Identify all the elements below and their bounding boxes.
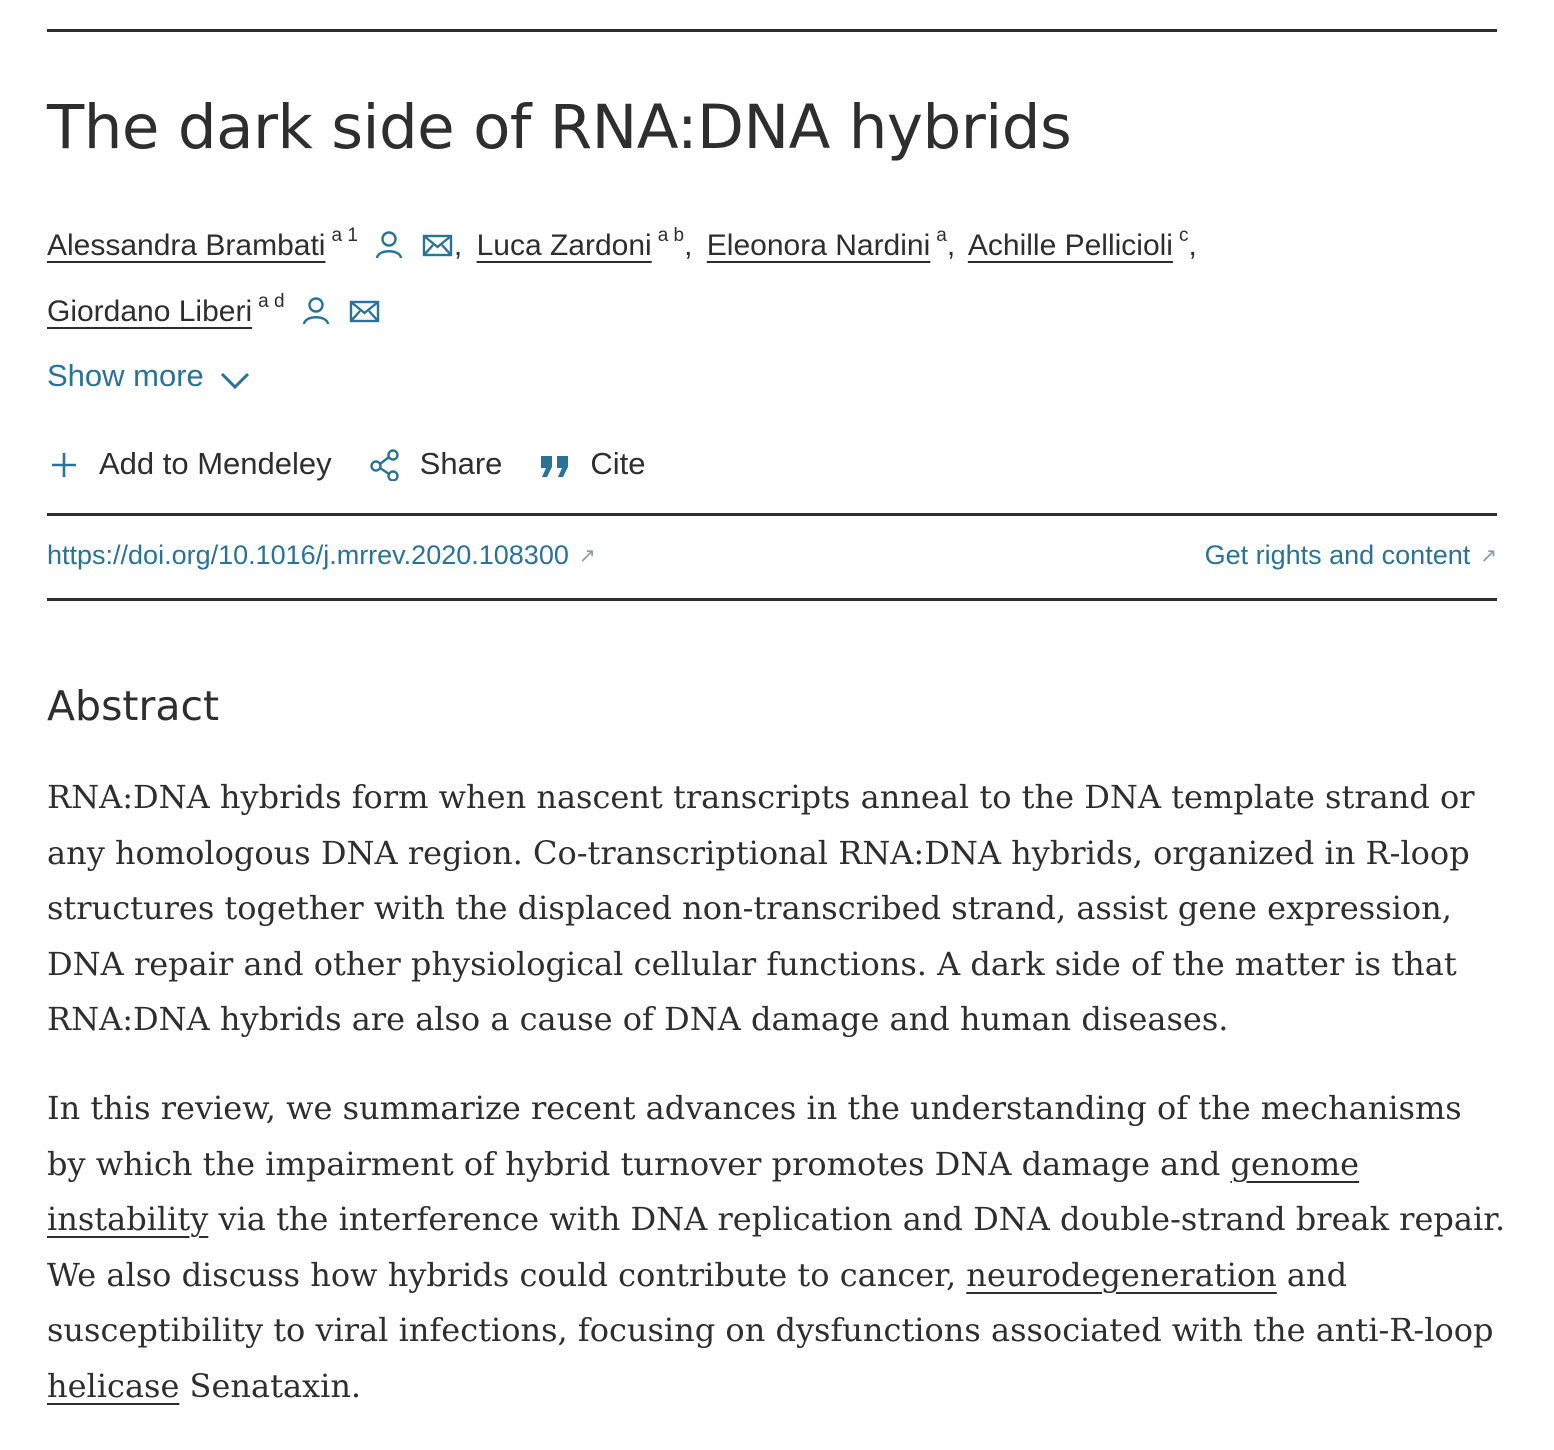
article-actions	[47, 440, 682, 488]
doi-text: https://doi.org/10.1016/j.mrrev.2020.108300	[47, 540, 569, 570]
author-affiliation-sup: a	[936, 225, 947, 246]
author-name[interactable]: Luca Zardoni	[476, 229, 652, 262]
envelope-icon[interactable]	[420, 224, 454, 258]
abstract-heading: Abstract	[47, 682, 220, 730]
get-rights-link[interactable]	[1205, 533, 1497, 578]
author-affiliation-sup: c	[1178, 225, 1189, 246]
link-row	[47, 533, 1497, 577]
quote-icon	[538, 447, 572, 481]
term-link-helicase[interactable]: helicase	[47, 1366, 180, 1405]
abstract-text: and susceptibility to viral infections, focusing on dysfunctions associated with the anti-R-loop	[47, 1255, 1494, 1349]
author-name[interactable]: Giordano Liberi	[47, 295, 253, 328]
author-affiliation-sup: a d	[258, 291, 285, 312]
person-icon[interactable]	[299, 290, 333, 324]
doi-link[interactable]	[47, 533, 596, 578]
abstract-text: Senataxin.	[179, 1366, 362, 1405]
person-icon[interactable]	[372, 224, 406, 258]
author-affiliation-sup: a 1	[331, 225, 358, 246]
term-link-neurodegeneration[interactable]: neurodegeneration	[966, 1255, 1277, 1294]
cite-label: Cite	[590, 446, 646, 481]
author-item[interactable]	[47, 291, 285, 328]
abstract-text: In this review, we summarize recent advances in the understanding of the mechanisms by which the impairment of hybrid turnover promotes DNA damage and	[47, 1089, 1462, 1183]
add-to-mendeley-button[interactable]	[47, 440, 332, 488]
envelope-icon[interactable]	[347, 290, 381, 324]
plus-icon	[47, 447, 81, 481]
author-item[interactable]	[476, 225, 685, 262]
author-item[interactable]	[47, 225, 358, 262]
top-divider	[47, 29, 1497, 32]
author-item[interactable]	[967, 225, 1189, 262]
meta-bottom-divider	[47, 598, 1497, 601]
abstract-text: via the interference with DNA replication and DNA double-strand break repair. We also discuss how hybrids could contribute to cancer,	[47, 1200, 1506, 1294]
author-name[interactable]: Achille Pellicioli	[967, 229, 1173, 262]
author-item[interactable]	[706, 225, 947, 262]
author-affiliation-sup: a b	[657, 225, 685, 246]
share-label: Share	[419, 446, 503, 481]
cite-button[interactable]	[538, 440, 645, 488]
abstract-paragraph: RNA:DNA hybrids form when nascent transcripts anneal to the DNA template strand or any homologous DNA region. Co-transcriptional RNA:DNA hybrids, organized in R-loop structures together with the displaced non-transcribed strand, assist gene expression, DNA repair and other physiological cellular functions. A dark side of the matter is that RNA:DNA hybrids are also a cause of DNA damage and human diseases.	[47, 778, 1475, 1038]
add-to-mendeley-label: Add to Mendeley	[99, 446, 332, 481]
external-link-icon: ↗	[1480, 545, 1497, 567]
term-link-genome-instability[interactable]: genome instability	[47, 1144, 1360, 1238]
show-more-button[interactable]	[47, 352, 252, 400]
share-icon	[368, 447, 402, 481]
show-more-label: Show more	[47, 358, 204, 393]
article-title: The dark side of RNA:DNA hybrids	[47, 92, 1072, 163]
get-rights-text: Get rights and content	[1204, 540, 1471, 570]
author-name[interactable]: Eleonora Nardini	[706, 229, 931, 262]
author-list: Alessandra Brambati $^{a 1}$ , Luca Zardoni $^{a b}$, Eleonora Nardini $^a$, Achille Pellicioli $^c$, Giordano Liberi $^{a d}$	[47, 225, 1197, 328]
share-button[interactable]	[368, 440, 503, 488]
meta-top-divider	[47, 513, 1497, 516]
chevron-down-icon	[218, 368, 252, 392]
abstract-paragraph	[47, 1081, 1507, 1414]
author-name[interactable]: Alessandra Brambati	[47, 229, 326, 262]
external-link-icon: ↗	[578, 545, 596, 567]
